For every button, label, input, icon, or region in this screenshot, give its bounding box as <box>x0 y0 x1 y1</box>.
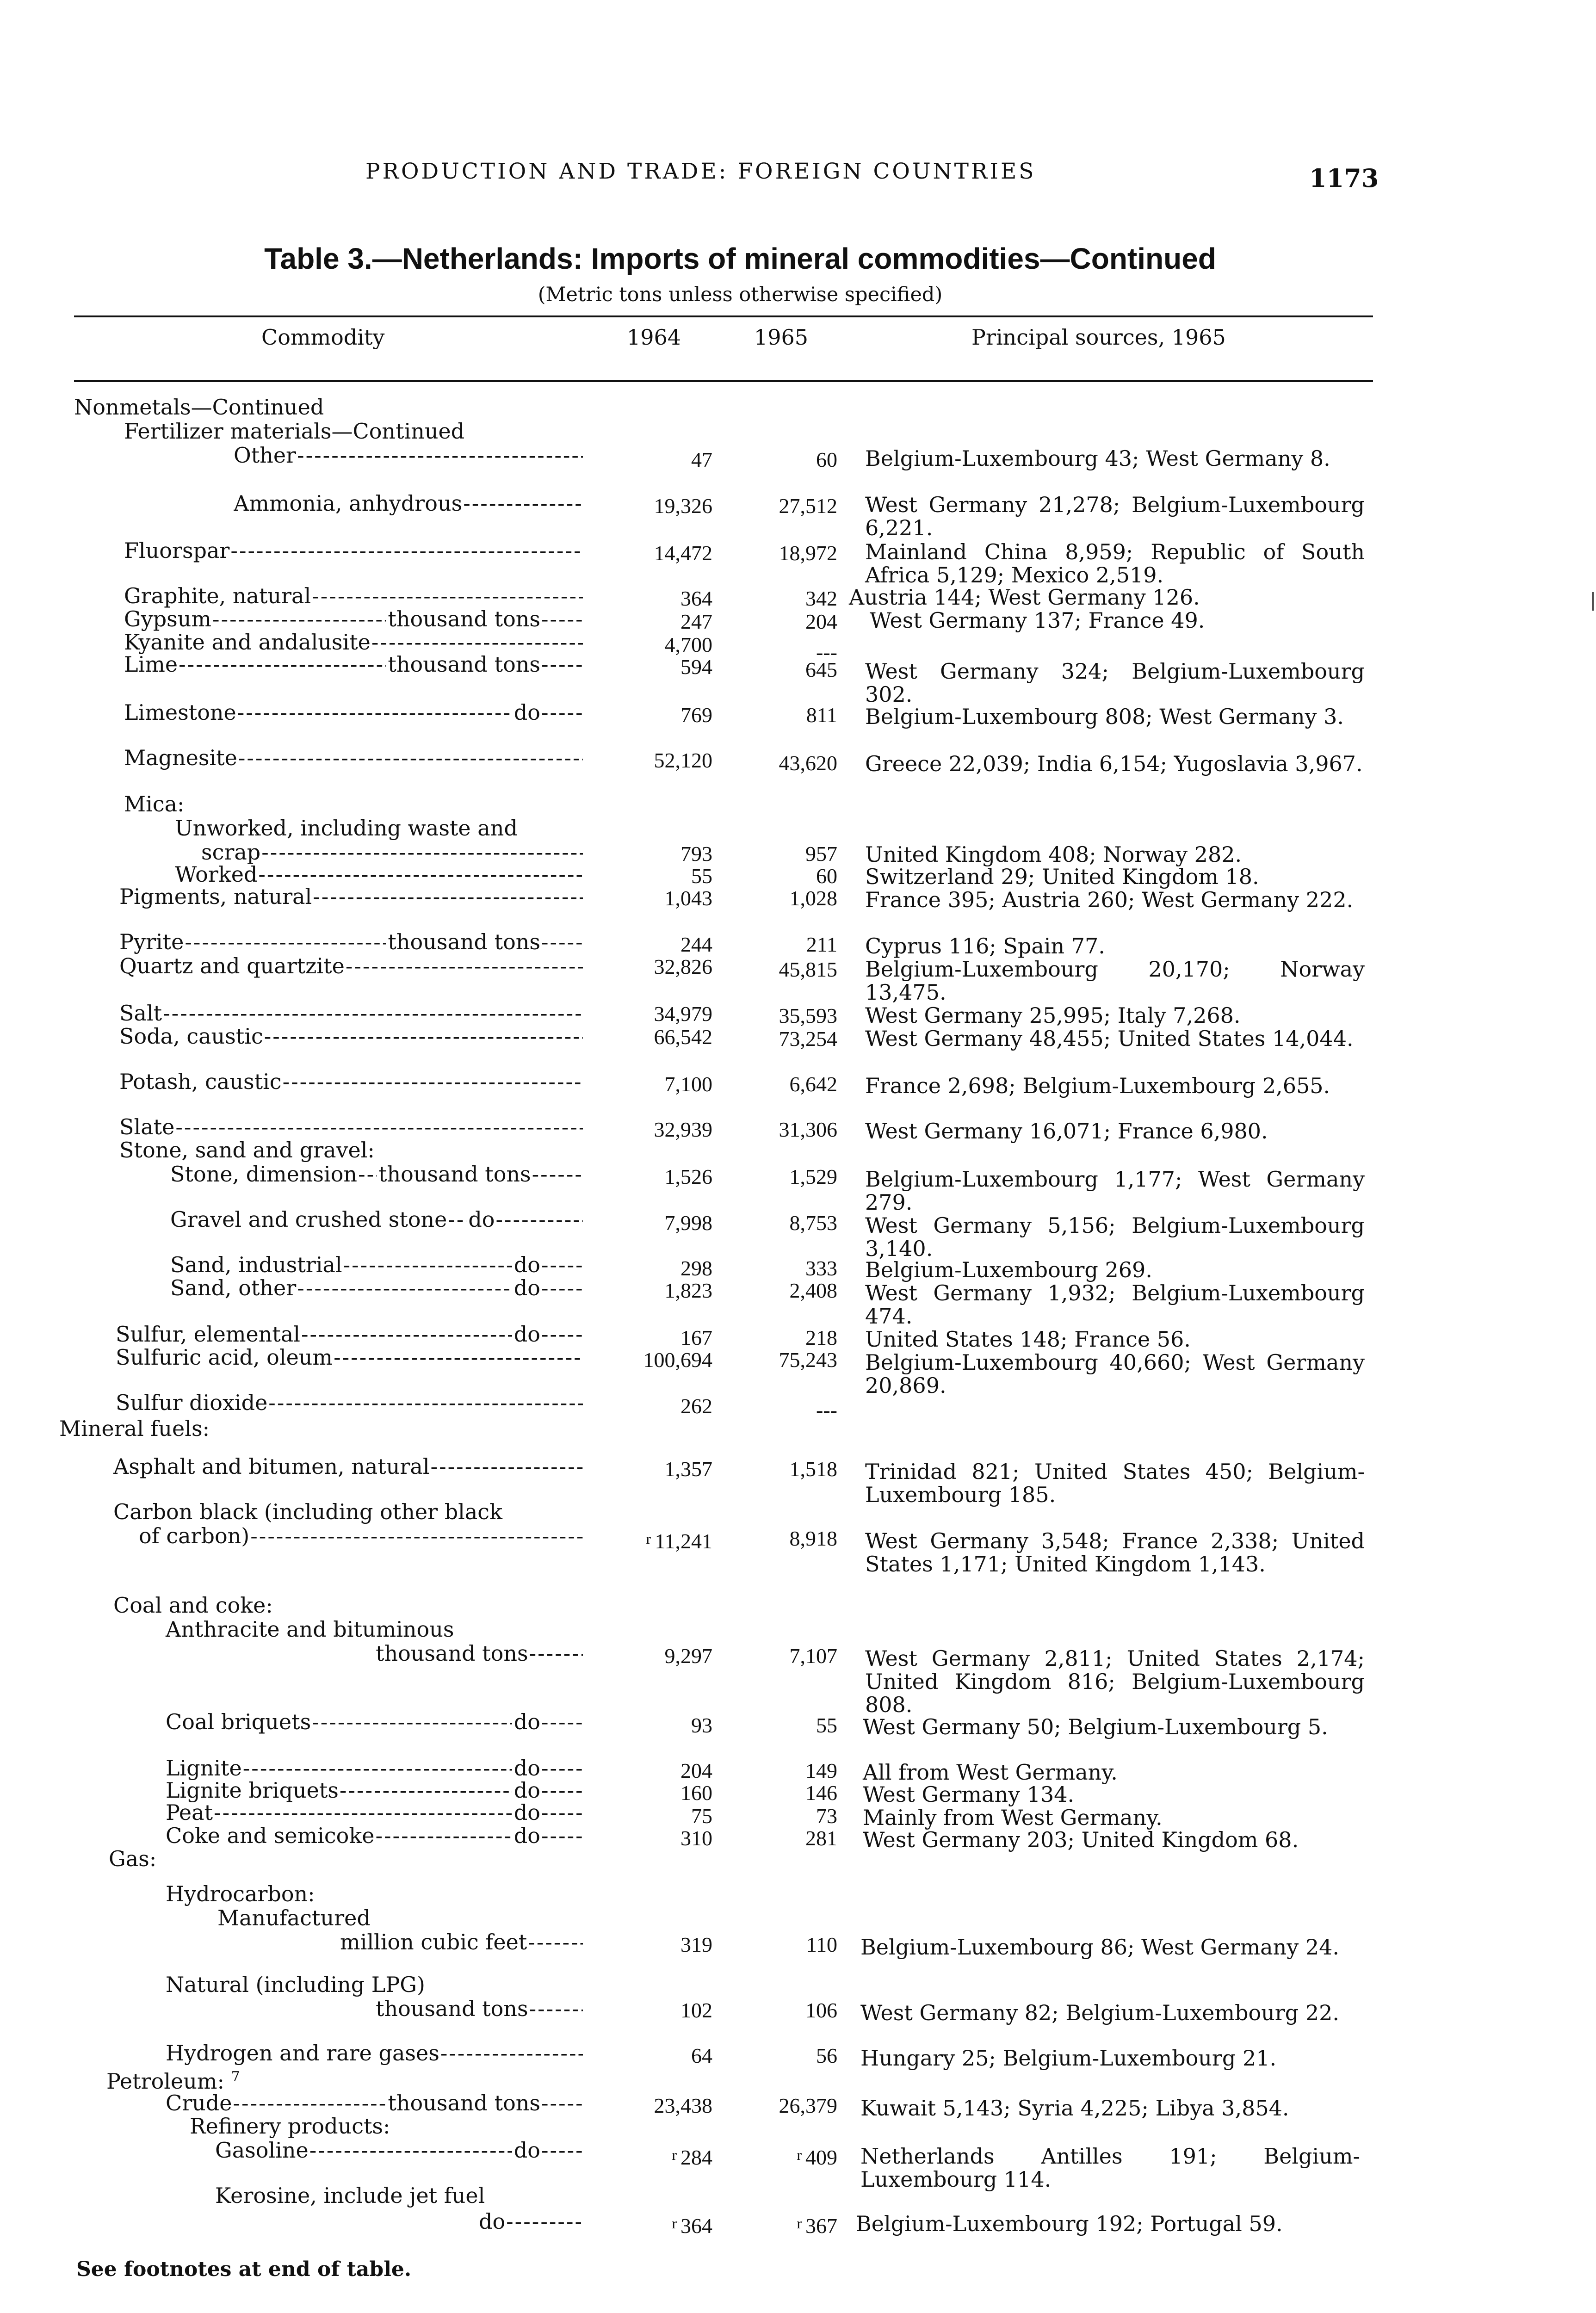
value-1965: 56 <box>816 2044 837 2067</box>
row-label: thousand tons ----- <box>376 1996 583 2022</box>
value-1965: 31,306 <box>779 1118 837 1141</box>
value-1965: 55 <box>816 1713 837 1737</box>
principal-sources: West Germany 48,455; United States 14,044. <box>865 1026 1354 1051</box>
principal-sources: West Germany 2,811; United States 2,174; United Kingdom 816; Belgium-Luxembourg 808. <box>865 1646 1365 1717</box>
principal-sources: Mainland China 8,959; Republic of South Africa 5,129; Mexico 2,519. <box>865 539 1365 588</box>
value-1964: 364 <box>680 587 712 610</box>
value-1965: 645 <box>805 658 837 681</box>
value-1965: 73,254 <box>779 1027 837 1051</box>
value-1965: 7,107 <box>789 1644 837 1668</box>
value-1965: 211 <box>806 933 837 956</box>
row-label: Sulfuric acid, oleum ----- <box>116 1344 583 1370</box>
row-label: Quartz and quartzite ----- <box>119 953 583 979</box>
column-header-1965: 1965 <box>754 325 809 350</box>
subsection-heading-petroleum: Petroleum: $^7$ <box>106 2069 240 2094</box>
value-1964: 32,826 <box>654 955 712 978</box>
row-label: Sand, other ----- do ----- <box>170 1275 583 1301</box>
row-label: Limestone ----- do ----- <box>124 699 583 725</box>
value-1965: $^r$ 409 <box>797 2146 837 2169</box>
row-label-line1: Anthracite and bituminous <box>166 1617 454 1642</box>
value-1965: 149 <box>805 1759 837 1782</box>
value-1965: 45,815 <box>779 958 837 981</box>
value-1965: 60 <box>816 864 837 888</box>
value-1964: $^r$ 364 <box>672 2214 712 2238</box>
table-subtitle: (Metric tons unless otherwise specified) <box>538 283 943 306</box>
value-1965: --- <box>816 1398 837 1422</box>
principal-sources: Belgium-Luxembourg 40,660; West Germany 20,869. <box>865 1350 1365 1398</box>
row-label: Gypsum ----- thousand tons ----- <box>124 606 583 632</box>
value-1965: 1,529 <box>789 1165 837 1188</box>
value-1964: 75 <box>691 1804 712 1828</box>
principal-sources: Belgium-Luxembourg 808; West Germany 3. <box>865 704 1344 729</box>
table-title: Table 3.—Netherlands: Imports of mineral commodities—Continued <box>264 242 1216 275</box>
row-label: Soda, caustic ----- <box>119 1023 583 1049</box>
value-1964: 14,472 <box>654 541 712 565</box>
running-head: PRODUCTION AND TRADE: FOREIGN COUNTRIES <box>365 159 1036 184</box>
value-1964: 93 <box>691 1713 712 1737</box>
value-1964: 47 <box>691 448 712 471</box>
principal-sources: West Germany 3,548; France 2,338; United States 1,171; United Kingdom 1,143. <box>865 1528 1365 1577</box>
principal-sources: Belgium-Luxembourg 20,170; Norway 13,475. <box>865 957 1365 1005</box>
value-1965: 281 <box>805 1826 837 1850</box>
value-1964: 204 <box>680 1759 712 1782</box>
principal-sources: Hungary 25; Belgium-Luxembourg 21. <box>860 2046 1277 2071</box>
principal-sources: West Germany 21,278; Belgium-Luxembourg 6,221. <box>865 492 1365 540</box>
value-1964: 52,120 <box>654 748 712 772</box>
principal-sources: West Germany 324; Belgium-Luxembourg 302. <box>865 659 1365 707</box>
value-1965: 6,642 <box>789 1072 837 1096</box>
row-label: Pyrite ----- thousand tons ----- <box>119 929 583 955</box>
row-label: Lignite ----- do ----- <box>166 1755 583 1781</box>
subsection-heading-hydrocarbon: Hydrocarbon: <box>166 1881 315 1906</box>
value-1964: 298 <box>680 1256 712 1280</box>
value-1964: 7,100 <box>664 1072 712 1096</box>
subsection-heading-mica: Mica: <box>124 792 185 816</box>
row-label: Pigments, natural ----- <box>119 884 583 909</box>
header-bottom-rule <box>74 380 1373 382</box>
value-1964: 64 <box>691 2044 712 2067</box>
principal-sources: All from West Germany. <box>863 1760 1118 1785</box>
principal-sources: Trinidad 821; United States 450; Belgium-Luxembourg 185. <box>865 1459 1365 1507</box>
principal-sources: Kuwait 5,143; Syria 4,225; Libya 3,854. <box>860 2096 1289 2121</box>
row-label: Ammonia, anhydrous ----- <box>234 490 583 516</box>
row-label-line1: Kerosine, include jet fuel <box>215 2183 485 2208</box>
value-1964: 55 <box>691 864 712 888</box>
value-1965: 35,593 <box>779 1004 837 1027</box>
value-1965: 60 <box>816 448 837 471</box>
value-1965: 106 <box>805 1998 837 2022</box>
column-header-sources: Principal sources, 1965 <box>971 325 1226 350</box>
principal-sources: Belgium-Luxembourg 192; Portugal 59. <box>856 2211 1283 2236</box>
row-label: Kyanite and andalusite ----- <box>124 629 583 655</box>
value-1964: 262 <box>680 1394 712 1418</box>
row-label: Graphite, natural ----- <box>124 583 583 609</box>
row-label: Slate ----- <box>119 1114 583 1140</box>
value-1964: 1,043 <box>664 886 712 910</box>
principal-sources: West Germany 16,071; France 6,980. <box>865 1119 1268 1144</box>
value-1964: 594 <box>680 655 712 679</box>
value-1964: 793 <box>680 842 712 866</box>
row-label: Lignite briquets ----- do ----- <box>166 1777 583 1803</box>
row-label-line1: Carbon black (including other black <box>113 1499 502 1524</box>
value-1965: 218 <box>805 1326 837 1349</box>
value-1964: 7,998 <box>664 1211 712 1235</box>
value-1965: $^r$ 367 <box>797 2214 837 2238</box>
row-label: do ----- <box>479 2208 583 2234</box>
value-1964: 102 <box>680 1998 712 2022</box>
row-label: of carbon) ----- <box>139 1523 583 1549</box>
value-1964: 167 <box>680 1326 712 1349</box>
row-label: Sulfur dioxide ----- <box>116 1390 583 1416</box>
value-1965: 18,972 <box>779 541 837 565</box>
value-1965: 333 <box>805 1256 837 1280</box>
row-label: Magnesite ----- <box>124 745 583 771</box>
value-1965: 75,243 <box>779 1348 837 1372</box>
subsection-heading-manufactured: Manufactured <box>217 1905 371 1930</box>
value-1964: 100,694 <box>643 1348 712 1372</box>
footnote-marker: 7 <box>231 2069 240 2085</box>
principal-sources: France 395; Austria 260; West Germany 222. <box>865 887 1354 912</box>
subsection-heading-stone: Stone, sand and gravel: <box>119 1138 375 1163</box>
value-1964: 66,542 <box>654 1025 712 1049</box>
value-1964: 247 <box>680 610 712 633</box>
value-1964: $^r$ 284 <box>672 2146 712 2169</box>
principal-sources: Greece 22,039; India 6,154; Yugoslavia 3,967. <box>865 751 1363 776</box>
principal-sources: Switzerland 29; United Kingdom 18. <box>865 864 1259 889</box>
value-1965: 342 <box>805 587 837 610</box>
row-label: Hydrogen and rare gases ----- <box>166 2040 583 2066</box>
value-1964: $^r$ 11,241 <box>646 1529 712 1553</box>
column-header-1964: 1964 <box>627 325 681 350</box>
value-1965: 811 <box>806 703 837 727</box>
value-1965: 1,028 <box>789 886 837 910</box>
value-1965: --- <box>816 640 837 664</box>
principal-sources: Belgium-Luxembourg 43; West Germany 8. <box>865 446 1330 471</box>
principal-sources: Belgium-Luxembourg 1,177; West Germany 279. <box>865 1167 1365 1215</box>
value-1964: 1,823 <box>664 1279 712 1302</box>
header-top-rule <box>74 315 1373 317</box>
principal-sources: West Germany 1,932; Belgium-Luxembourg 474. <box>865 1280 1365 1329</box>
row-label: Worked ----- <box>175 861 583 887</box>
page-number: 1173 <box>1309 163 1379 193</box>
principal-sources: West Germany 134. <box>863 1782 1075 1807</box>
row-label: Fluorspar ----- <box>124 538 583 563</box>
value-1965: 2,408 <box>789 1279 837 1302</box>
row-label: Lime ----- thousand tons ----- <box>124 651 583 677</box>
row-label-line1: Natural (including LPG) <box>166 1972 425 1997</box>
value-1964: 1,357 <box>664 1457 712 1481</box>
principal-sources: Belgium-Luxembourg 86; West Germany 24. <box>860 1935 1339 1960</box>
value-1964: 310 <box>680 1826 712 1850</box>
principal-sources: United Kingdom 408; Norway 282. <box>865 842 1242 867</box>
value-1964: 319 <box>680 1933 712 1956</box>
subsection-heading-refinery: Refinery products: <box>190 2114 390 2139</box>
value-1964: 23,438 <box>654 2094 712 2117</box>
subsection-heading-coal-coke: Coal and coke: <box>113 1593 273 1618</box>
principal-sources: France 2,698; Belgium-Luxembourg 2,655. <box>865 1073 1330 1098</box>
principal-sources: Mainly from West Germany. <box>863 1805 1163 1830</box>
footnote-text: See footnotes at end of table. <box>76 2257 412 2281</box>
row-label: scrap ----- <box>201 839 583 865</box>
value-1965: 73 <box>816 1804 837 1828</box>
value-1964: 19,326 <box>654 494 712 518</box>
value-1964: 4,700 <box>664 633 712 656</box>
value-1964: 32,939 <box>654 1118 712 1141</box>
subsection-heading-fertilizer: Fertilizer materials—Continued <box>124 419 465 444</box>
row-label: Crude ----- thousand tons ----- <box>166 2090 583 2116</box>
row-label: Sand, industrial ----- do ----- <box>170 1252 583 1278</box>
value-1965: 27,512 <box>779 494 837 518</box>
principal-sources: Austria 144; West Germany 126. <box>849 585 1200 610</box>
principal-sources: West Germany 50; Belgium-Luxembourg 5. <box>863 1714 1328 1739</box>
value-1964: 9,297 <box>664 1644 712 1668</box>
row-label: Asphalt and bitumen, natural ----- <box>113 1453 583 1479</box>
column-header-commodity: Commodity <box>261 325 385 350</box>
principal-sources: Cyprus 116; Spain 77. <box>865 934 1105 959</box>
value-1965: 43,620 <box>779 751 837 775</box>
value-1965: 204 <box>805 610 837 633</box>
section-heading-nonmetals: Nonmetals—Continued <box>74 395 324 420</box>
row-label: Stone, dimension ----- thousand tons ----- <box>170 1161 583 1187</box>
value-1965: 957 <box>805 842 837 866</box>
row-label: Sulfur, elemental ----- do ----- <box>116 1321 583 1347</box>
value-1964: 160 <box>680 1781 712 1805</box>
row-label: Potash, caustic ----- <box>119 1069 583 1095</box>
value-1964: 34,979 <box>654 1002 712 1026</box>
value-1965: 110 <box>806 1933 837 1956</box>
principal-sources: Belgium-Luxembourg 269. <box>865 1257 1152 1282</box>
subsection-heading-gas: Gas: <box>109 1846 157 1871</box>
principal-sources: West Germany 203; United Kingdom 68. <box>863 1827 1299 1852</box>
row-label: Coal briquets ----- do ----- <box>166 1709 583 1735</box>
principal-sources: West Germany 137; France 49. <box>870 608 1205 633</box>
principal-sources: West Germany 82; Belgium-Luxembourg 22. <box>860 2000 1339 2025</box>
section-heading-mineral-fuels: Mineral fuels: <box>59 1416 210 1441</box>
row-label: million cubic feet ----- <box>340 1929 583 1955</box>
row-label: Peat ----- do ----- <box>166 1800 583 1825</box>
scan-edge-mark <box>1592 592 1594 611</box>
principal-sources: West Germany 5,156; Belgium-Luxembourg 3,140. <box>865 1213 1365 1261</box>
row-label-line1: Unworked, including waste and <box>175 816 518 841</box>
value-1965: 1,518 <box>789 1457 837 1481</box>
row-label: Other ----- <box>234 442 583 468</box>
value-1965: 146 <box>805 1781 837 1805</box>
principal-sources: West Germany 25,995; Italy 7,268. <box>865 1003 1241 1028</box>
row-label: Gravel and crushed stone ----- do ----- <box>170 1206 583 1232</box>
value-1964: 244 <box>680 933 712 956</box>
value-1965: 8,753 <box>789 1211 837 1235</box>
row-label: thousand tons ----- <box>376 1640 583 1666</box>
principal-sources: Netherlands Antilles 191; Belgium-Luxembourg 114. <box>860 2144 1360 2192</box>
row-label: Salt ----- <box>119 1000 583 1026</box>
value-1965: 8,918 <box>789 1527 837 1550</box>
value-1964: 769 <box>680 703 712 727</box>
value-1965: 26,379 <box>779 2094 837 2117</box>
value-1964: 1,526 <box>664 1165 712 1188</box>
principal-sources: United States 148; France 56. <box>865 1327 1191 1352</box>
row-label: Coke and semicoke ----- do ----- <box>166 1823 583 1849</box>
row-label: Gasoline ----- do ----- <box>215 2137 583 2163</box>
